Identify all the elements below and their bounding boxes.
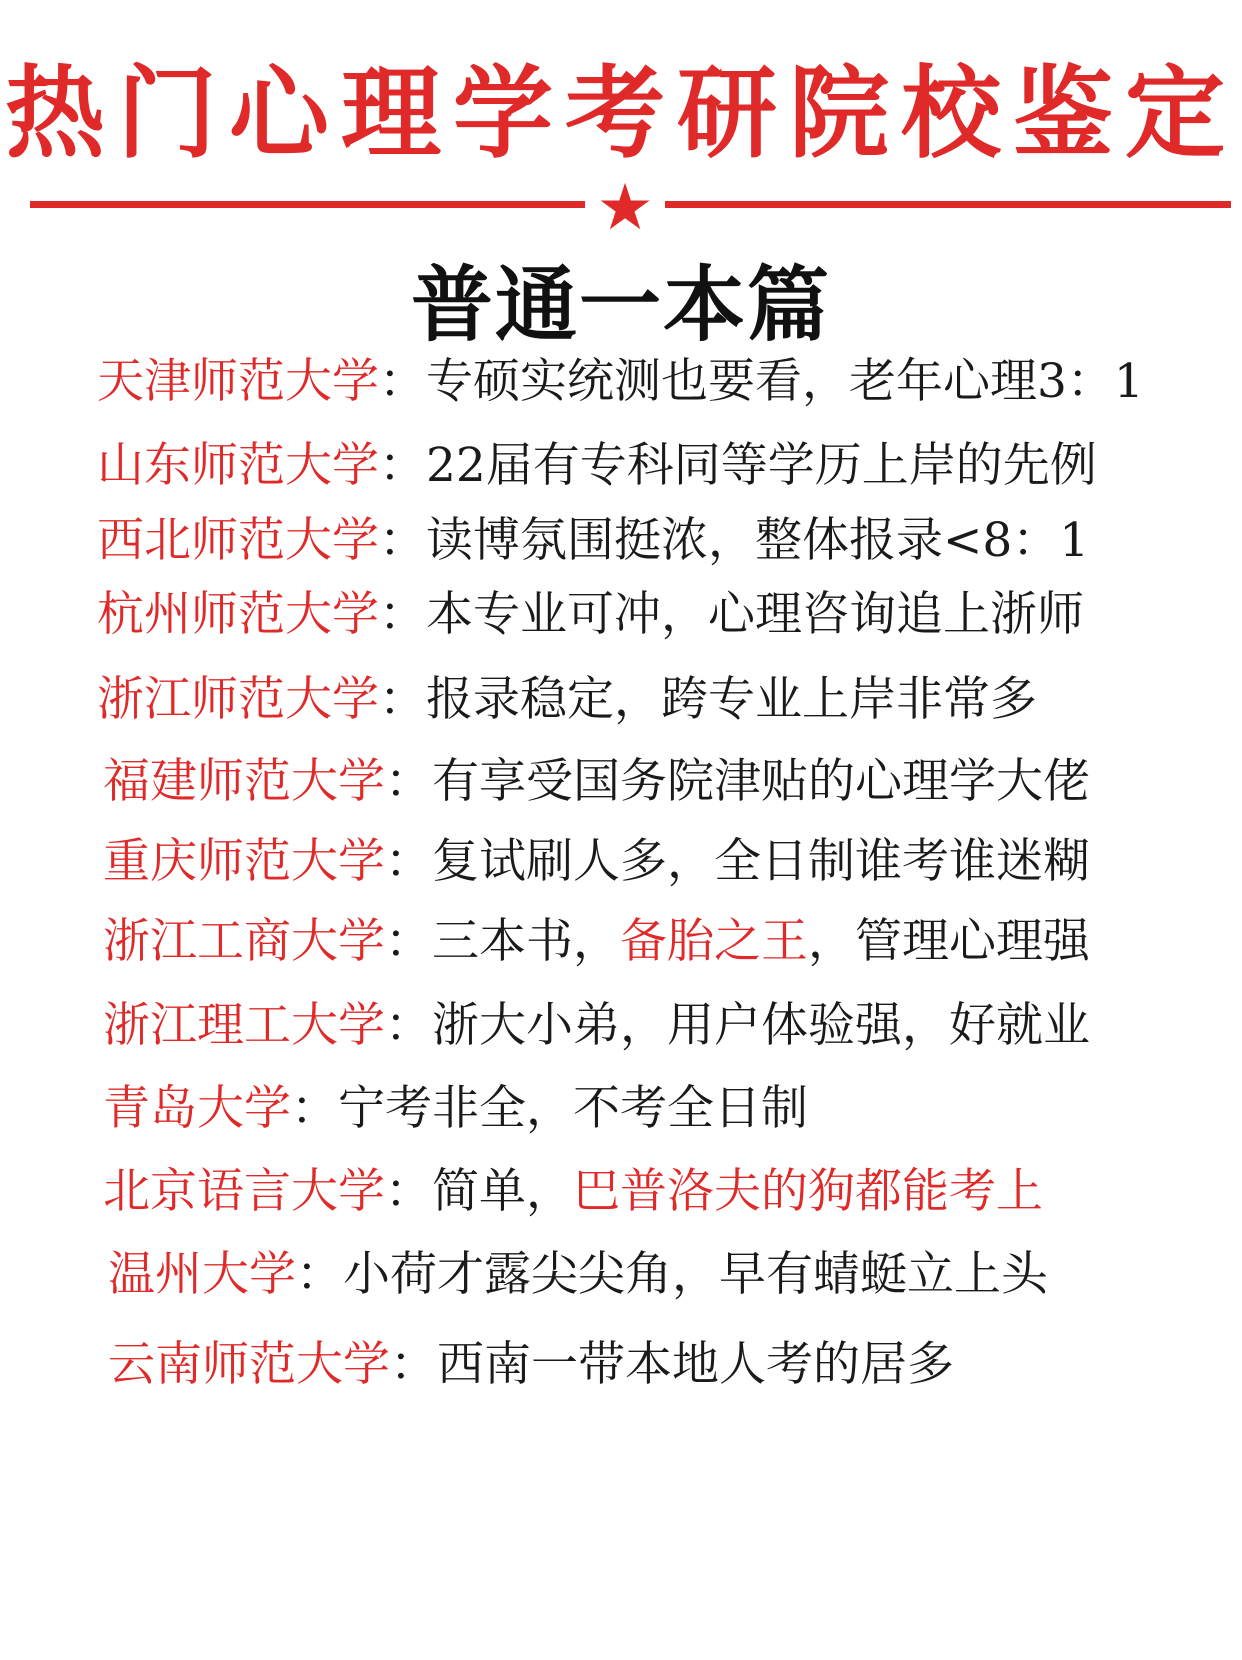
school-entry <box>103 1162 1043 1222</box>
school-entry <box>97 670 1037 730</box>
school-entry <box>108 1335 954 1395</box>
comment-text: 有享受国务院津贴的心理学大佬 <box>432 754 1090 809</box>
school-entry <box>103 1079 808 1139</box>
separator: ： <box>385 754 432 809</box>
highlight-text: 备胎之王 <box>620 914 808 969</box>
separator: ： <box>379 513 426 568</box>
school-entry <box>97 585 1084 645</box>
comment-text: 三本书， <box>432 914 620 969</box>
school-name: 青岛大学 <box>103 1081 291 1136</box>
school-entry <box>103 912 1090 972</box>
separator: ： <box>291 1081 338 1136</box>
separator: ： <box>390 1337 437 1392</box>
school-name: 云南师范大学 <box>108 1337 390 1392</box>
comment-text: 读博氛围挺浓，整体报录<8：1 <box>426 513 1090 568</box>
comment-text: 宁考非全，不考全日制 <box>338 1081 808 1136</box>
school-name: 浙江理工大学 <box>103 998 385 1053</box>
school-name: 温州大学 <box>108 1247 296 1302</box>
star-icon: ★ <box>596 171 654 245</box>
school-name: 福建师范大学 <box>103 754 385 809</box>
comment-text: 小荷才露尖尖角，早有蜻蜓立上头 <box>343 1247 1048 1302</box>
comment-text: 本专业可冲，心理咨询追上浙师 <box>426 587 1084 642</box>
separator: ： <box>379 354 426 409</box>
comment-text: 简单， <box>432 1164 573 1219</box>
school-entry <box>97 436 1097 496</box>
school-name: 天津师范大学 <box>97 354 379 409</box>
divider-left <box>30 201 585 208</box>
separator: ： <box>385 998 432 1053</box>
separator: ： <box>379 672 426 727</box>
separator: ： <box>379 438 426 493</box>
separator: ： <box>385 834 432 889</box>
comment-text: 浙大小弟，用户体验强，好就业 <box>432 998 1090 1053</box>
separator: ： <box>379 587 426 642</box>
school-name: 山东师范大学 <box>97 438 379 493</box>
school-name: 西北师范大学 <box>97 513 379 568</box>
school-name: 浙江师范大学 <box>97 672 379 727</box>
school-name: 北京语言大学 <box>103 1164 385 1219</box>
school-entry <box>108 1245 1048 1305</box>
separator: ： <box>385 914 432 969</box>
comment-text: 报录稳定，跨专业上岸非常多 <box>426 672 1037 727</box>
comment-text: 专硕实统测也要看，老年心理3：1 <box>426 354 1144 409</box>
school-name: 重庆师范大学 <box>103 834 385 889</box>
comment-text: 西南一带本地人考的居多 <box>437 1337 954 1392</box>
divider-right <box>665 201 1231 208</box>
comment-text: 复试刷人多，全日制谁考谁迷糊 <box>432 834 1090 889</box>
page-subtitle: 普通一本篇 <box>410 257 831 353</box>
school-entry <box>103 832 1090 892</box>
school-entry <box>97 511 1089 571</box>
separator: ： <box>385 1164 432 1219</box>
page-title: 热门心理学考研院校鉴定 <box>5 54 1237 172</box>
school-name: 杭州师范大学 <box>97 587 379 642</box>
school-name: 浙江工商大学 <box>103 914 385 969</box>
comment-text: ，管理心理强 <box>808 914 1090 969</box>
school-entry <box>103 996 1090 1056</box>
highlight-text: 巴普洛夫的狗都能考上 <box>573 1164 1043 1219</box>
school-entry <box>97 352 1144 412</box>
separator: ： <box>296 1247 343 1302</box>
comment-text: 22届有专科同等学历上岸的先例 <box>426 438 1097 493</box>
school-entry <box>103 752 1090 812</box>
